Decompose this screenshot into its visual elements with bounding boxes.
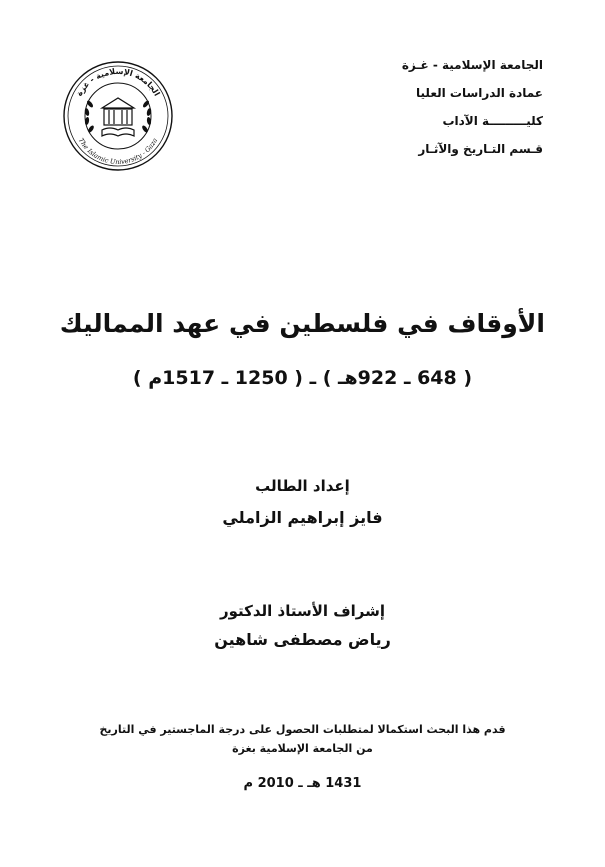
header-department: قـسم التـاريخ والآثـار bbox=[418, 142, 543, 156]
seal-english-text: The Islamic University - Gaza bbox=[76, 136, 160, 167]
submission-year: 1431 هـ ـ 2010 م bbox=[243, 776, 362, 791]
header-faculty: كليـــــــــة الآداب bbox=[442, 114, 543, 128]
seal-arabic-text: الجامعة الإسلامية - غزة bbox=[74, 66, 162, 98]
header-deanship: عمادة الدراسات العليا bbox=[416, 86, 543, 100]
thesis-date-range: ( 648 ـ 922هـ ) ـ ( 1250 ـ 1517م ) bbox=[132, 367, 473, 389]
submission-note-line-2: من الجامعة الإسلامية بغزة bbox=[232, 742, 373, 755]
university-seal-icon bbox=[62, 60, 174, 172]
institution-header bbox=[323, 58, 543, 170]
student-name: فايز إبراهيم الزاملي bbox=[222, 508, 383, 527]
header-university: الجامعة الإسلامية - غـزة bbox=[401, 58, 543, 72]
student-label: إعداد الطالب bbox=[255, 477, 350, 495]
supervisor-name: رياض مصطفى شاهين bbox=[214, 630, 391, 649]
submission-note bbox=[60, 720, 545, 758]
submission-note-line-1: قدم هذا البحث استكمالا لمتطلبات الحصول على درجة الماجستير في التاريخ bbox=[99, 723, 506, 736]
thesis-title: الأوقاف في فلسطين في عهد المماليك bbox=[59, 309, 545, 338]
supervisor-label: إشراف الأستاذ الدكتور bbox=[219, 602, 386, 620]
